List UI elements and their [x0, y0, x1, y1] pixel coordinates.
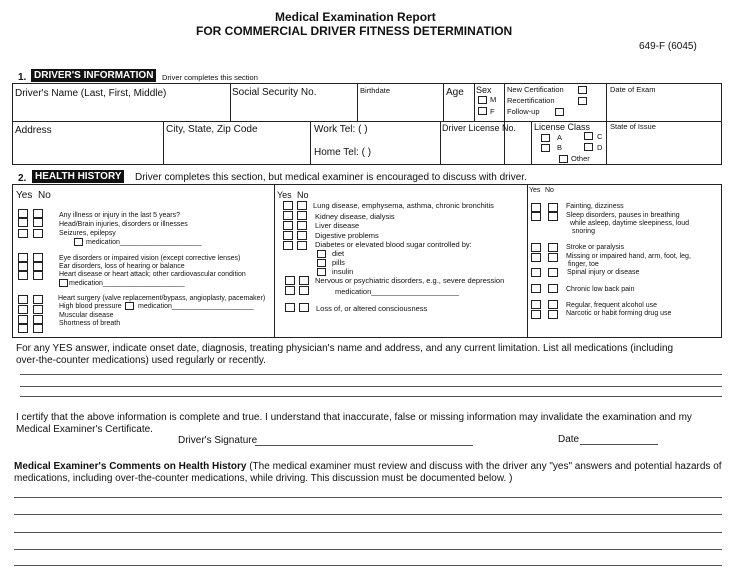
medication-line[interactable]: medication_____________________ [335, 287, 459, 296]
sex-label: Sex [476, 85, 492, 95]
no-checkbox[interactable] [297, 211, 307, 220]
no-checkbox[interactable] [548, 243, 558, 252]
question-item: Fainting, dizziness [566, 203, 624, 210]
yes-checkbox[interactable] [285, 276, 295, 285]
yes-answer-instructions-2: over-the-counter medications) used regularly or recently. [16, 355, 266, 366]
no-checkbox[interactable] [33, 262, 43, 271]
class-other-checkbox[interactable] [559, 155, 568, 163]
comment-line[interactable] [14, 565, 722, 566]
question-item: Digestive problems [315, 231, 379, 240]
section1-number: 1. [18, 72, 27, 83]
yes-checkbox[interactable] [18, 271, 28, 280]
examiner-heading: Medical Examiner's Comments on Health History [14, 461, 247, 472]
form-number: 649-F (6045) [639, 41, 697, 52]
yes-checkbox[interactable] [531, 310, 541, 319]
age-field[interactable]: Age [446, 87, 464, 98]
yes-checkbox[interactable] [531, 268, 541, 277]
question-item: finger, toe [568, 261, 599, 268]
question-item: Muscular disease [59, 312, 114, 319]
followup-checkbox[interactable] [555, 108, 564, 116]
examiner-comments-text-2: medications, including over-the-counter medications, while driving. This discussion must be documented below. ) [14, 473, 513, 484]
question-item: Missing or impaired hand, arm, foot, leg, [566, 253, 691, 260]
city-state-zip-field[interactable]: City, State, Zip Code [166, 124, 258, 135]
insulin-label: insulin [332, 267, 354, 276]
question-item: Spinal injury or disease [567, 269, 640, 276]
pills-label: pills [332, 258, 345, 267]
diet-label: diet [332, 249, 345, 258]
no-checkbox[interactable] [548, 310, 558, 319]
yes-checkbox[interactable] [283, 221, 293, 230]
col1-no-header: No [38, 190, 51, 201]
no-checkbox[interactable] [299, 276, 309, 285]
no-checkbox[interactable] [548, 300, 558, 309]
question-item: Eye disorders or impaired vision (except corrective lenses) [59, 255, 241, 262]
section1-title: DRIVER'S INFORMATION [31, 69, 156, 82]
medication-line[interactable]: medication_____________________ [138, 303, 254, 310]
comment-line[interactable] [14, 532, 722, 533]
col2-no-header: No [297, 190, 309, 200]
yes-checkbox[interactable] [285, 286, 295, 295]
yes-checkbox[interactable] [18, 262, 28, 271]
no-checkbox[interactable] [33, 209, 43, 218]
question-item: Seizures, epilepsy [59, 230, 116, 237]
col1-yes-header: Yes [16, 190, 33, 201]
recert-label: Recertification [507, 96, 555, 105]
new-cert-label: New Certification [507, 85, 564, 94]
class-d-label: D [597, 143, 603, 152]
yes-checkbox[interactable] [18, 324, 28, 333]
date-label: Date [558, 434, 580, 445]
class-a-checkbox[interactable] [541, 134, 550, 142]
insulin-checkbox[interactable] [317, 268, 326, 276]
yes-checkbox[interactable] [283, 231, 293, 240]
examiner-text: (The medical examiner must review and discuss with the driver any "yes" answers and potential hazards of [246, 461, 722, 472]
question-item: High blood pressure [59, 303, 122, 310]
new-cert-checkbox[interactable] [578, 86, 587, 94]
no-checkbox[interactable] [297, 221, 307, 230]
explanation-line[interactable] [20, 374, 722, 375]
comment-line[interactable] [14, 497, 722, 498]
no-checkbox[interactable] [548, 203, 558, 212]
class-c-label: C [597, 132, 603, 141]
question-item: Heart disease or heart attack; other cardiovascular condition [59, 271, 246, 278]
form-title: Medical Examination Report [275, 10, 436, 24]
medication-line[interactable]: medication_____________________ [86, 239, 202, 246]
date-line[interactable] [580, 444, 658, 445]
yes-checkbox[interactable] [285, 303, 295, 312]
section2-note: Driver completes this section, but medical examiner is encouraged to discuss with driver. [135, 172, 527, 183]
yes-checkbox[interactable] [18, 229, 28, 238]
question-item: Head/Brain injuries, disorders or illnesses [59, 221, 188, 228]
question-item: Liver disease [315, 221, 360, 230]
question-item: Kidney disease, dialysis [315, 212, 395, 221]
home-tel-field[interactable]: Home Tel: ( ) [314, 147, 372, 158]
question-item: Loss of, or altered consciousness [316, 304, 428, 313]
section2-title: HEALTH HISTORY [32, 170, 124, 183]
ssn-field[interactable]: Social Security No. [232, 87, 317, 98]
sex-f-label: F [490, 107, 495, 116]
pills-checkbox[interactable] [317, 259, 326, 267]
question-item: Regular, frequent alcohol use [566, 302, 658, 309]
birthdate-field[interactable]: Birthdate [360, 86, 391, 95]
no-checkbox[interactable] [33, 295, 43, 304]
question-item: Stroke or paralysis [566, 244, 624, 251]
class-b-checkbox[interactable] [541, 144, 550, 152]
signature-line[interactable] [255, 445, 473, 446]
yes-checkbox[interactable] [531, 203, 541, 212]
yes-checkbox[interactable] [18, 305, 28, 314]
no-checkbox[interactable] [33, 253, 43, 262]
medication-checkbox[interactable] [125, 302, 134, 310]
medication-checkbox[interactable] [74, 238, 83, 246]
yes-answer-instructions: For any YES answer, indicate onset date, diagnosis, treating physician's name and address, and any current limitation. List all medications (including [16, 343, 674, 354]
no-checkbox[interactable] [548, 212, 558, 221]
sex-m-label: M [490, 95, 497, 104]
question-item: Lung disease, emphysema, asthma, chronic bronchitis [313, 201, 494, 210]
diet-checkbox[interactable] [317, 250, 326, 258]
yes-checkbox[interactable] [283, 211, 293, 220]
examiner-comments-intro [14, 461, 722, 472]
no-checkbox[interactable] [33, 324, 43, 333]
yes-checkbox[interactable] [531, 243, 541, 252]
col3-yes-header: Yes [529, 187, 541, 194]
yes-checkbox[interactable] [18, 295, 28, 304]
yes-checkbox[interactable] [531, 284, 541, 293]
no-checkbox[interactable] [299, 303, 309, 312]
yes-checkbox[interactable] [531, 253, 541, 262]
no-checkbox[interactable] [33, 229, 43, 238]
question-item: Heart surgery (valve replacement/bypass, angioplasty, pacemaker) [58, 295, 266, 302]
question-item: Shortness of breath [59, 320, 121, 327]
no-checkbox[interactable] [297, 231, 307, 240]
yes-checkbox[interactable] [18, 209, 28, 218]
yes-checkbox[interactable] [18, 253, 28, 262]
medication-checkbox[interactable] [59, 279, 68, 287]
comment-line[interactable] [14, 549, 722, 550]
yes-checkbox[interactable] [531, 212, 541, 221]
no-checkbox[interactable] [548, 268, 558, 277]
question-item: Diabetes or elevated blood sugar controlled by: [315, 240, 472, 249]
class-other-label: Other [571, 154, 590, 163]
work-tel-field[interactable]: Work Tel: ( ) [314, 124, 368, 135]
explanation-line[interactable] [20, 386, 722, 387]
no-checkbox[interactable] [297, 201, 307, 210]
no-checkbox[interactable] [33, 218, 43, 227]
explanation-line[interactable] [20, 396, 722, 397]
yes-checkbox[interactable] [531, 300, 541, 309]
question-item: Ear disorders, loss of hearing or balance [59, 263, 185, 270]
question-item: Sleep disorders, pauses in breathing [566, 212, 680, 219]
sex-f-checkbox[interactable] [478, 107, 487, 115]
certification-text-2: Medical Examiner's Certificate. [16, 424, 153, 435]
recert-checkbox[interactable] [578, 97, 587, 105]
question-item: while asleep, daytime sleepiness, loud [570, 220, 690, 227]
certification-text: I certify that the above information is complete and true. I understand that inaccurate, false or missing information may invalidate the examination and my [16, 412, 692, 423]
class-c-checkbox[interactable] [584, 132, 593, 140]
question-item: Narcotic or habit forming drug use [566, 310, 672, 317]
col2-yes-header: Yes [277, 190, 292, 200]
no-checkbox[interactable] [299, 286, 309, 295]
no-checkbox[interactable] [548, 284, 558, 293]
followup-label: Follow-up [507, 107, 540, 116]
question-item: Nervous or psychiatric disorders, e.g., severe depression [315, 276, 505, 285]
exam-date-field[interactable]: Date of Exam [610, 85, 656, 94]
class-b-label: B [557, 143, 563, 152]
yes-checkbox[interactable] [283, 241, 293, 250]
question-item: Chronic low back pain [566, 286, 635, 293]
section1-note: Driver completes this section [162, 73, 258, 82]
yes-checkbox[interactable] [18, 218, 28, 227]
license-no-field[interactable]: Driver License No. [442, 123, 517, 133]
driver-name-field[interactable]: Driver's Name (Last, First, Middle) [15, 88, 167, 99]
col3-no-header: No [545, 187, 554, 194]
yes-checkbox[interactable] [283, 201, 293, 210]
comment-line[interactable] [14, 514, 722, 515]
question-item: snoring [572, 228, 595, 235]
address-field[interactable]: Address [15, 125, 52, 136]
state-issue-field[interactable]: State of Issue [610, 122, 656, 131]
class-a-label: A [557, 133, 563, 142]
question-item: Any illness or injury in the last 5 years? [59, 212, 180, 219]
no-checkbox[interactable] [33, 315, 43, 324]
yes-checkbox[interactable] [18, 315, 28, 324]
signature-label: Driver's Signature [178, 435, 258, 446]
section2-number: 2. [18, 173, 27, 184]
no-checkbox[interactable] [33, 305, 43, 314]
medication-line[interactable]: medication_____________________ [69, 280, 185, 287]
no-checkbox[interactable] [297, 241, 307, 250]
form-subtitle: FOR COMMERCIAL DRIVER FITNESS DETERMINATION [196, 24, 513, 38]
license-class-label: License Class [534, 122, 591, 132]
no-checkbox[interactable] [33, 271, 43, 280]
no-checkbox[interactable] [548, 253, 558, 262]
sex-m-checkbox[interactable] [478, 96, 487, 104]
class-d-checkbox[interactable] [584, 143, 593, 151]
